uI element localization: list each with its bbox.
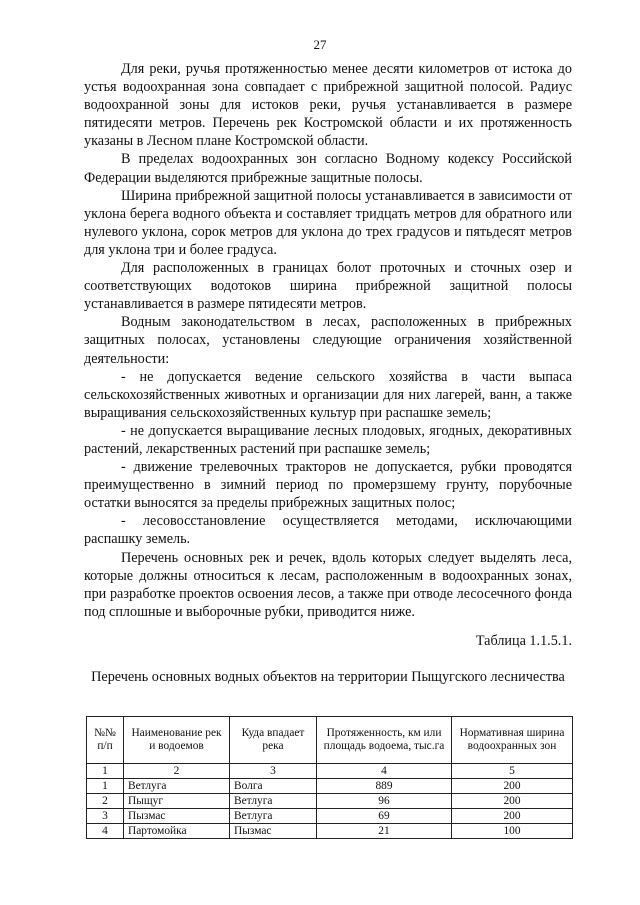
river-name: Пыщуг bbox=[124, 794, 230, 809]
column-number-row bbox=[87, 764, 573, 779]
river-length: 96 bbox=[317, 794, 452, 809]
table-row bbox=[87, 809, 573, 824]
paragraph-protective-strips: В пределах водоохранных зон согласно Водному кодексу Российской Федерации выделяются прибрежные защитные полосы. bbox=[84, 151, 572, 186]
rivers-table bbox=[86, 716, 573, 839]
header-river-name: Наименование рек и водоемов bbox=[124, 717, 230, 764]
row-number: 4 bbox=[87, 824, 124, 839]
paragraph-rivers-list-intro: Перечень основных рек и речек, вдоль которых следует выделять леса, которые должны относиться к лесам, расположенным в водоохранных зонах, при разработке проектов освоения лесов, а также при отводе лесосечного фонда под сплошные и выборочные рубки, приводится ниже. bbox=[84, 549, 572, 620]
zone-width: 200 bbox=[452, 779, 573, 794]
header-zone-width: Нормативная ширина водоохранных зон bbox=[452, 717, 573, 764]
river-length: 889 bbox=[317, 779, 452, 794]
row-number: 3 bbox=[87, 809, 124, 824]
river-name: Партомойка bbox=[124, 824, 230, 839]
paragraph-strip-width: Ширина прибрежной защитной полосы устанавливается в зависимости от уклона берега водного объекта и составляет тридцать метров для обратного или нулевого уклона, сорок метров для уклона до трех градусов и пятьдесят метров для уклона три и более градуса. bbox=[84, 187, 572, 258]
river-name: Пызмас bbox=[124, 809, 230, 824]
table-caption: Таблица 1.1.5.1. bbox=[475, 633, 572, 649]
table-title: Перечень основных водных объектов на территории Пыщугского лесничества bbox=[91, 669, 565, 685]
table-row bbox=[87, 794, 573, 809]
paragraph-water-protection-radius: Для реки, ручья протяженностью менее десяти километров от истока до устья водоохранная зона совпадает с прибрежной защитной полосой. Радиус водоохранной зоны для истоков реки, ручья устанавливается в размере пятидесяти метров. Перечень рек Костромской области и их протяженность указаны в Лесном плане Костромской области. bbox=[84, 61, 572, 150]
header-length: Протяженность, км или площадь водоема, тыс.га bbox=[317, 717, 452, 764]
row-number: 1 bbox=[87, 779, 124, 794]
flows-into: Ветлуга bbox=[230, 794, 317, 809]
column-number: 2 bbox=[124, 764, 230, 779]
table-header-row bbox=[87, 717, 573, 764]
zone-width: 200 bbox=[452, 794, 573, 809]
column-number: 4 bbox=[317, 764, 452, 779]
river-length: 69 bbox=[317, 809, 452, 824]
flows-into: Ветлуга bbox=[230, 809, 317, 824]
zone-width: 100 bbox=[452, 824, 573, 839]
header-flows-into: Куда впадает река bbox=[230, 717, 317, 764]
column-number: 3 bbox=[230, 764, 317, 779]
river-name: Ветлуга bbox=[124, 779, 230, 794]
river-length: 21 bbox=[317, 824, 452, 839]
column-number: 5 bbox=[452, 764, 573, 779]
zone-width: 200 bbox=[452, 809, 573, 824]
body-text bbox=[84, 60, 572, 621]
table-row bbox=[87, 824, 573, 839]
table-row bbox=[87, 779, 573, 794]
restriction-reforestation: - лесовосстановление осуществляется методами, исключающими распашку земель. bbox=[84, 513, 572, 548]
paragraph-swamp-lakes: Для расположенных в границах болот проточных и сточных озер и соответствующих водотоков ширина прибрежной защитной полосы устанавливается в размере пятидесяти метров. bbox=[84, 260, 572, 313]
paragraph-restrictions-intro: Водным законодательством в лесах, расположенных в прибрежных защитных полосах, установлены следующие ограничения хозяйственной деятельности: bbox=[84, 314, 572, 367]
restriction-agriculture: - не допускается ведение сельского хозяйства в части выпаса сельскохозяйственных животных и организации для них лагерей, ванн, а также выращивания сельскохозяйственных культур при распашке земель; bbox=[84, 368, 572, 421]
flows-into: Пызмас bbox=[230, 824, 317, 839]
page-number: 27 bbox=[313, 37, 327, 52]
row-number: 2 bbox=[87, 794, 124, 809]
restriction-tractors: - движение трелевочных тракторов не допускается, рубки проводятся преимущественно в зимний период по промерзшему грунту, порубочные остатки выносятся за пределы прибрежных защитных полос; bbox=[84, 459, 572, 512]
restriction-plants: - не допускается выращивание лесных плодовых, ягодных, декоративных растений, лекарственных растений при распашке земель; bbox=[84, 422, 572, 457]
flows-into: Волга bbox=[230, 779, 317, 794]
header-number: №№ п/п bbox=[87, 717, 124, 764]
column-number: 1 bbox=[87, 764, 124, 779]
